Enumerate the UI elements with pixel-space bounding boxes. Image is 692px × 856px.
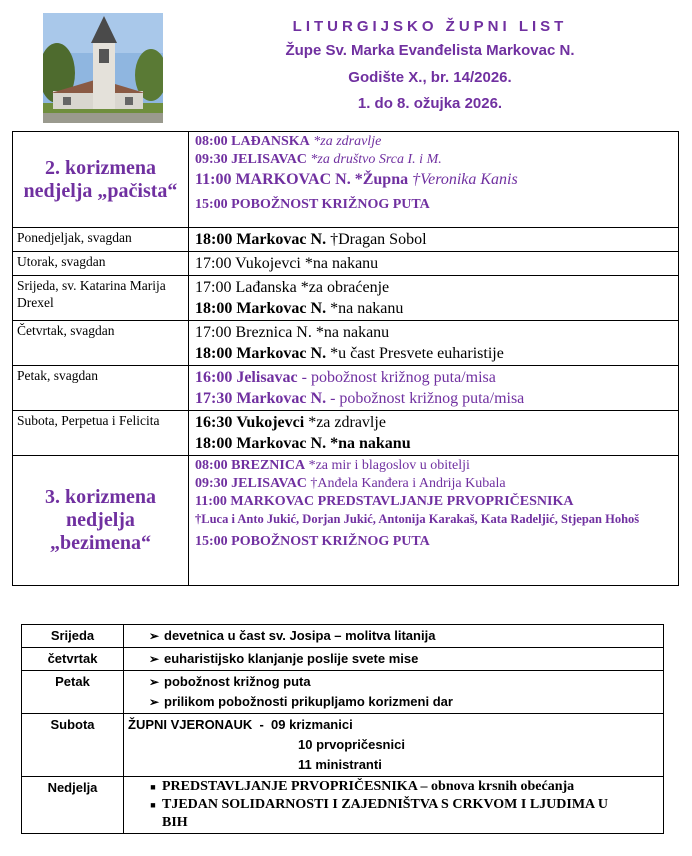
event-line: 09:30 JELISAVAC *za društvo Srca I. i M. <box>195 152 442 167</box>
table-row <box>22 648 664 671</box>
day-cell: Subota, Perpetua i Felicita <box>13 411 189 456</box>
event-line: 11:00 MARKOVAC N. *Župna †Veronika Kanis <box>195 171 518 188</box>
note-items: ŽUPNI VJERONAUK - 09 krizmanici 10 prvopričesnici 11 ministranti <box>124 714 664 777</box>
table-row <box>13 411 679 456</box>
event-line: 08:00 LAĐANSKA *za zdravlje <box>195 134 382 149</box>
day-cell: 2. korizmena nedjelja „pačista“ <box>13 132 189 228</box>
note-day: četvrtak <box>22 648 124 671</box>
events-cell <box>189 252 679 276</box>
event-line: 18:00 Markovac N. *na nakanu <box>195 435 411 452</box>
event-line: 16:00 Jelisavac - pobožnost križnog puta/misa <box>195 369 496 386</box>
issue-number: Godište X., br. 14/2026. <box>348 69 512 86</box>
events-cell <box>189 321 679 366</box>
square-bullet-icon: ■ <box>150 782 156 792</box>
event-line: 15:00 POBOŽNOST KRIŽNOG PUTA <box>195 197 430 212</box>
event-line: 18:00 Markovac N. *u čast Presvete euharistije <box>195 345 504 362</box>
note-day: Petak <box>22 671 124 714</box>
event-line: 11:00 MARKOVAC PREDSTAVLJANJE PRVOPRIČESNIKA <box>195 494 574 509</box>
note-items: ➢ euharistijsko klanjanje poslije svete mise <box>124 648 664 671</box>
date-range: 1. do 8. ožujka 2026. <box>357 95 503 112</box>
arrow-bullet-icon: ➢ <box>148 652 160 666</box>
day-cell: Petak, svagdan <box>13 366 189 411</box>
note-items: ■ PREDSTAVLJANJE PRVOPRIČESNIKA – obnova krsnih obećanja ■ TJEDAN SOLIDARNOSTI I ZAJEDNIŠTVA S CRKVOM I LJUDIMA U BIH <box>124 777 664 834</box>
arrow-bullet-icon: ➢ <box>148 695 160 709</box>
mass-schedule-table <box>12 131 679 586</box>
event-line: 17:00 Vukojevci *na nakanu <box>195 255 379 272</box>
event-line: 08:00 BREZNICA *za mir i blagoslov u obitelji <box>195 458 470 473</box>
table-row <box>22 671 664 714</box>
event-line: 17:30 Markovac N. - pobožnost križnog puta/misa <box>195 390 525 407</box>
event-line: 17:00 Lađanska *za obraćenje <box>195 279 390 296</box>
event-line: 16:30 Vukojevci *za zdravlje <box>195 414 386 431</box>
events-cell <box>189 366 679 411</box>
table-row <box>22 714 664 777</box>
note-items: ➢ pobožnost križnog puta ➢ prilikom pobožnosti prikupljamo korizmeni dar <box>124 671 664 714</box>
event-line: 18:00 Markovac N. *na nakanu <box>195 300 404 317</box>
note-items: ➢ devetnica u čast sv. Josipa – molitva litanija <box>124 625 664 648</box>
table-row <box>22 625 664 648</box>
bulletin-title: LITURGIJSKO ŽUPNI LIST <box>292 18 568 35</box>
table-row <box>13 228 679 252</box>
arrow-bullet-icon: ➢ <box>148 675 160 689</box>
table-row <box>13 366 679 411</box>
events-cell <box>189 456 679 586</box>
note-day: Nedjelja <box>22 777 124 834</box>
day-cell: Srijeda, sv. Katarina Marija Drexel <box>13 276 189 321</box>
table-row <box>13 252 679 276</box>
arrow-bullet-icon: ➢ <box>148 629 160 643</box>
events-cell <box>189 132 679 228</box>
table-row <box>13 132 679 228</box>
note-day: Subota <box>22 714 124 777</box>
church-photo <box>43 13 163 123</box>
day-cell: 3. korizmena nedjelja „bezimena“ <box>13 456 189 586</box>
events-cell <box>189 228 679 252</box>
events-cell <box>189 411 679 456</box>
table-row <box>13 276 679 321</box>
table-row <box>13 321 679 366</box>
day-cell: Utorak, svagdan <box>13 252 189 276</box>
event-line: 18:00 Markovac N. †Dragan Sobol <box>195 231 427 248</box>
day-cell: Četvrtak, svagdan <box>13 321 189 366</box>
table-row <box>13 456 679 586</box>
event-line: †Luca i Anto Jukić, Dorjan Jukić, Antonija Karakaš, Kata Radeljić, Stjepan Hohoš <box>195 512 640 526</box>
square-bullet-icon: ■ <box>150 800 156 811</box>
event-line: 15:00 POBOŽNOST KRIŽNOG PUTA <box>195 534 430 549</box>
note-day: Srijeda <box>22 625 124 648</box>
event-line: 17:00 Breznica N. *na nakanu <box>195 324 390 341</box>
parish-name: Župe Sv. Marka Evanđelista Markovac N. <box>285 42 575 59</box>
weekly-notes-table <box>21 624 664 834</box>
events-cell <box>189 276 679 321</box>
event-line: 09:30 JELISAVAC †Anđela Kanđera i Andrija Kubala <box>195 476 506 491</box>
day-cell: Ponedjeljak, svagdan <box>13 228 189 252</box>
table-row <box>22 777 664 834</box>
